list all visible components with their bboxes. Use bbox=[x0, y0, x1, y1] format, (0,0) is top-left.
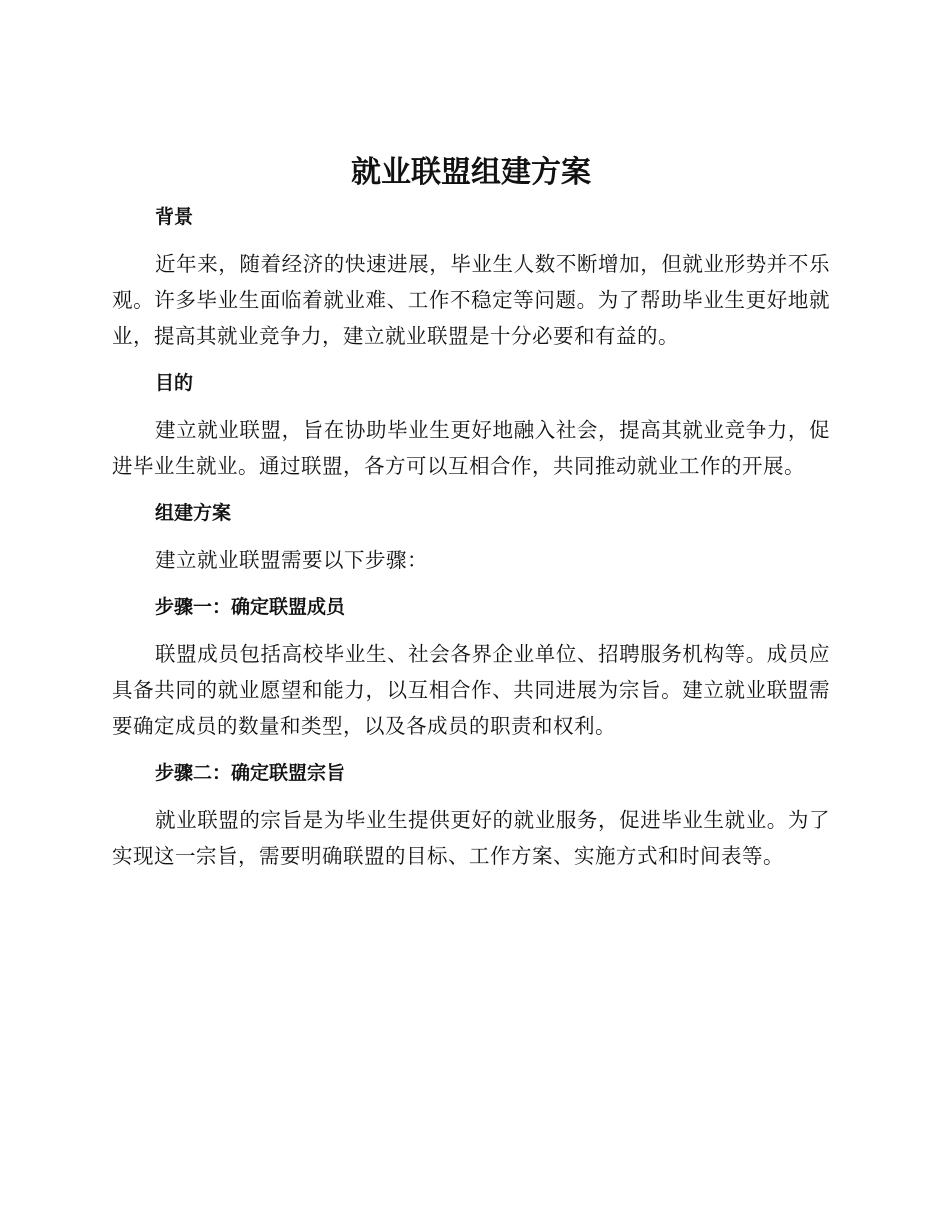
section-heading-step2: 步骤二：确定联盟宗旨 bbox=[155, 762, 346, 784]
document-body bbox=[112, 150, 830, 874]
document-title: 就业联盟组建方案 bbox=[351, 155, 591, 190]
section-heading-plan: 组建方案 bbox=[155, 502, 232, 524]
paragraph-step2: 就业联盟的宗旨是为毕业生提供更好的就业服务，促进毕业生就业。为了实现这一宗旨，需要明确联盟的目标、工作方案、实施方式和时间表等。 bbox=[112, 808, 830, 868]
section-heading-goal: 目的 bbox=[155, 372, 194, 394]
paragraph-goal: 建立就业联盟，旨在协助毕业生更好地融入社会，提高其就业竞争力，促进毕业生就业。通过联盟，各方可以互相合作，共同推动就业工作的开展。 bbox=[112, 418, 830, 478]
paragraph-step1: 联盟成员包括高校毕业生、社会各界企业单位、招聘服务机构等。成员应具备共同的就业愿望和能力，以互相合作、共同进展为宗旨。建立就业联盟需要确定成员的数量和类型，以及各成员的职责和权利。 bbox=[112, 642, 830, 738]
section-heading-background: 背景 bbox=[155, 206, 194, 228]
paragraph-plan: 建立就业联盟需要以下步骤： bbox=[155, 548, 428, 572]
paragraph-background: 近年来，随着经济的快速进展，毕业生人数不断增加，但就业形势并不乐观。许多毕业生面临着就业难、工作不稳定等问题。为了帮助毕业生更好地就业，提高其就业竞争力，建立就业联盟是十分必要和有益的。 bbox=[112, 252, 830, 348]
section-heading-step1: 步骤一：确定联盟成员 bbox=[155, 596, 346, 618]
